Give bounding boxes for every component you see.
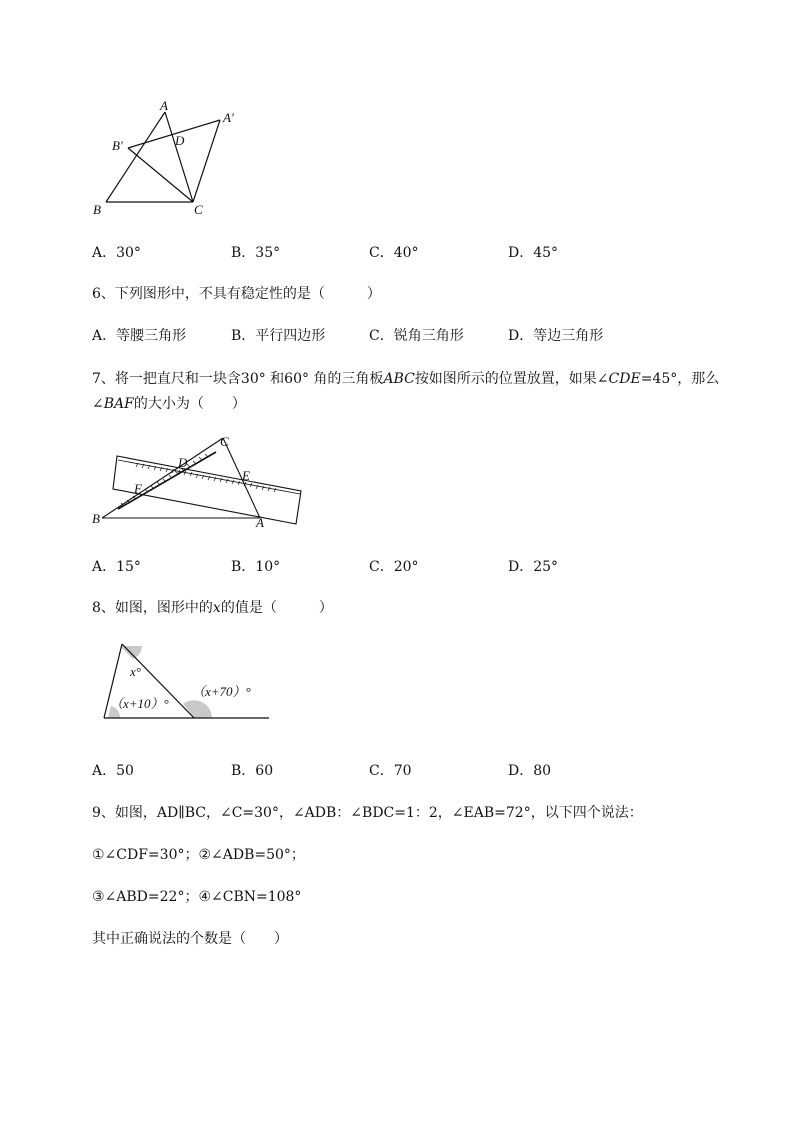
- q6-option-d[interactable]: D．等边三角形: [508, 328, 604, 344]
- figure-ruler-triangle: [88, 432, 306, 532]
- q7-option-c[interactable]: C．20°: [369, 559, 419, 575]
- label-b: B: [92, 511, 100, 526]
- q7-option-b[interactable]: B．10°: [231, 559, 281, 575]
- q9-question: 9、如图，AD∥BC，∠C=30°，∠ADB：∠BDC=1：2，∠EAB=72°，以下四个说法：: [92, 805, 643, 821]
- q8-option-b[interactable]: B．60: [231, 763, 274, 779]
- q7-option-a[interactable]: A．15°: [92, 559, 141, 575]
- label-b: B: [93, 202, 101, 217]
- q7-question-line1: 7、将一把直尺和一块含30° 和60° 角的三角板ABC按如图所示的位置放置，如果∠CDE=45°，那么: [92, 371, 720, 387]
- label-a-prime: A′: [223, 110, 234, 125]
- label-a: A: [256, 515, 264, 530]
- q8-option-d[interactable]: D．80: [508, 763, 552, 779]
- q6-option-c[interactable]: C．锐角三角形: [369, 328, 464, 344]
- q6-option-b[interactable]: B．平行四边形: [231, 328, 326, 344]
- q5-option-d[interactable]: D．45°: [508, 245, 559, 261]
- q5-option-c[interactable]: C．40°: [369, 245, 419, 261]
- label-a: A: [160, 98, 168, 113]
- angle-x-label: x°: [130, 664, 141, 679]
- angle-left-label: （x+10）°: [110, 696, 169, 711]
- q8-option-c[interactable]: C．70: [369, 763, 412, 779]
- angle-right-label: （x+70）°: [192, 684, 251, 699]
- label-f: F: [134, 481, 142, 496]
- q7-question-line2: ∠BAF的大小为（ ）: [92, 396, 246, 412]
- q6-option-a[interactable]: A．等腰三角形: [92, 328, 187, 344]
- figure-triangle-rotation: [88, 98, 258, 220]
- label-c: C: [220, 434, 229, 449]
- q8-option-a[interactable]: A．50: [92, 763, 134, 779]
- label-d: D: [178, 455, 188, 470]
- q9-statement-1-2: ①∠CDF=30°；②∠ADB=50°；: [92, 847, 305, 863]
- q5-option-a[interactable]: A．30°: [92, 245, 141, 261]
- label-c: C: [194, 202, 203, 217]
- q5-option-b[interactable]: B．35°: [231, 245, 281, 261]
- q7-option-d[interactable]: D．25°: [508, 559, 559, 575]
- q8-question: 8、如图，图形中的x的值是（ ）: [92, 600, 333, 616]
- label-d: D: [175, 133, 185, 148]
- q9-prompt: 其中正确说法的个数是（ ）: [92, 931, 288, 947]
- q6-question: 6、下列图形中，不具有稳定性的是（ ）: [92, 286, 381, 302]
- label-e: E: [242, 468, 250, 483]
- q9-statement-3-4: ③∠ABD=22°；④∠CBN=108°: [92, 889, 302, 905]
- label-b-prime: B′: [112, 138, 123, 153]
- figure-exterior-angle: [98, 640, 273, 722]
